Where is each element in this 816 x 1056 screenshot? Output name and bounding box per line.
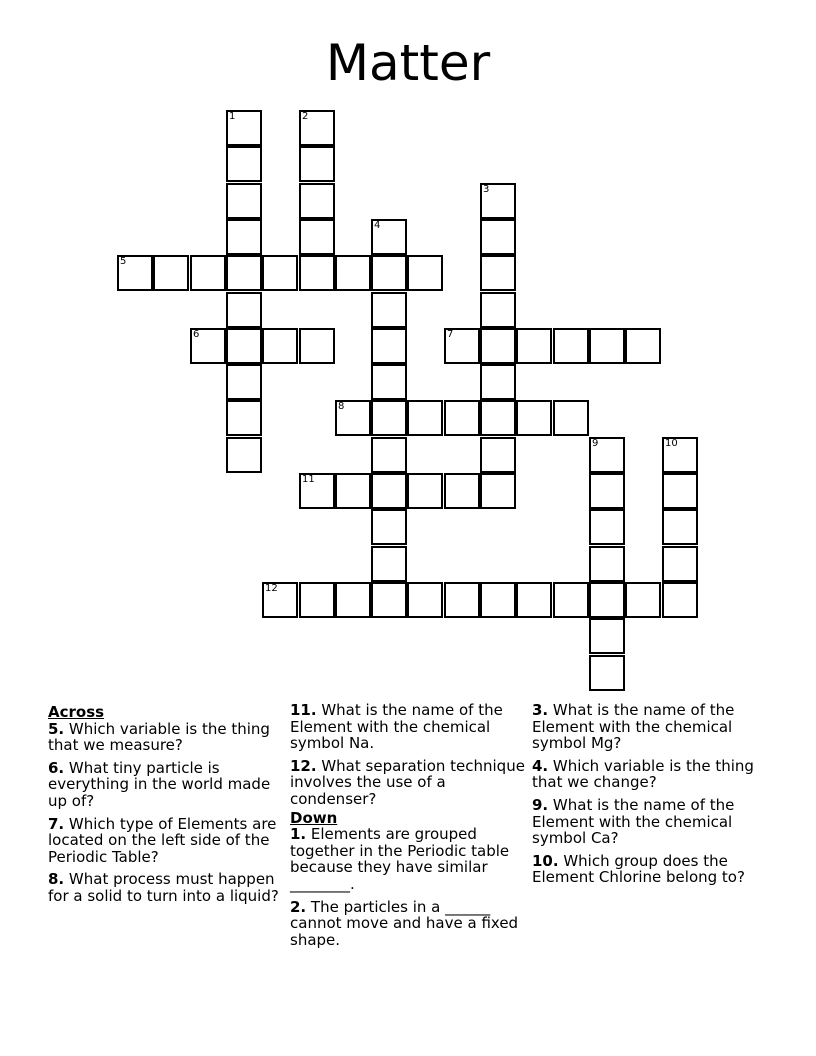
cell-number: 7 bbox=[447, 329, 454, 340]
grid-cell[interactable] bbox=[480, 582, 516, 618]
grid-cell[interactable] bbox=[226, 328, 262, 364]
grid-cell[interactable] bbox=[589, 473, 625, 509]
clue-column-3 bbox=[532, 702, 770, 892]
grid-cell[interactable] bbox=[553, 328, 589, 364]
grid-cell[interactable] bbox=[662, 437, 698, 473]
grid-cell[interactable] bbox=[371, 473, 407, 509]
grid-cell[interactable] bbox=[444, 328, 480, 364]
grid-cell[interactable] bbox=[480, 364, 516, 400]
grid-cell[interactable] bbox=[589, 582, 625, 618]
grid-cell[interactable] bbox=[299, 219, 335, 255]
clue-down-3: 3. What is the name of the Element with the chemical symbol Mg? bbox=[532, 701, 735, 753]
grid-cell[interactable] bbox=[226, 110, 262, 146]
grid-cell[interactable] bbox=[226, 437, 262, 473]
grid-cell[interactable] bbox=[444, 400, 480, 436]
clue-across-11: 11. What is the name of the Element with the chemical symbol Na. bbox=[290, 701, 503, 753]
grid-cell[interactable] bbox=[262, 255, 298, 291]
grid-cell[interactable] bbox=[226, 292, 262, 328]
cell-number: 11 bbox=[302, 474, 315, 485]
grid-cell[interactable] bbox=[299, 328, 335, 364]
grid-cell[interactable] bbox=[371, 437, 407, 473]
grid-cell[interactable] bbox=[335, 400, 371, 436]
grid-cell[interactable] bbox=[407, 582, 443, 618]
cell-number: 8 bbox=[338, 401, 345, 412]
cell-number: 9 bbox=[592, 438, 599, 449]
grid-cell[interactable] bbox=[299, 582, 335, 618]
grid-cell[interactable] bbox=[335, 255, 371, 291]
grid-cell[interactable] bbox=[335, 582, 371, 618]
grid-cell[interactable] bbox=[480, 437, 516, 473]
grid-cell[interactable] bbox=[299, 473, 335, 509]
puzzle-title: Matter bbox=[325, 34, 491, 92]
grid-cell[interactable] bbox=[589, 509, 625, 545]
grid-cell[interactable] bbox=[662, 509, 698, 545]
grid-cell[interactable] bbox=[335, 473, 371, 509]
grid-cell[interactable] bbox=[407, 473, 443, 509]
clue-column-2 bbox=[290, 702, 528, 954]
grid-cell[interactable] bbox=[371, 364, 407, 400]
cell-number: 5 bbox=[120, 256, 127, 267]
grid-cell[interactable] bbox=[299, 183, 335, 219]
grid-cell[interactable] bbox=[299, 255, 335, 291]
grid-cell[interactable] bbox=[662, 582, 698, 618]
grid-cell[interactable] bbox=[589, 546, 625, 582]
cell-number: 2 bbox=[302, 111, 309, 122]
grid-cell[interactable] bbox=[153, 255, 189, 291]
grid-cell[interactable] bbox=[262, 328, 298, 364]
grid-cell[interactable] bbox=[662, 473, 698, 509]
grid-cell[interactable] bbox=[625, 328, 661, 364]
clue-across-5: 5. Which variable is the thing that we measure? bbox=[48, 719, 270, 755]
grid-cell[interactable] bbox=[662, 546, 698, 582]
grid-cell[interactable] bbox=[371, 255, 407, 291]
grid-cell[interactable] bbox=[371, 400, 407, 436]
grid-cell[interactable] bbox=[190, 328, 226, 364]
grid-cell[interactable] bbox=[625, 582, 661, 618]
grid-cell[interactable] bbox=[480, 328, 516, 364]
grid-cell[interactable] bbox=[226, 400, 262, 436]
grid-cell[interactable] bbox=[226, 219, 262, 255]
clue-across-8: 8. What process must happen for a solid to turn into a liquid? bbox=[48, 870, 279, 905]
clue-down-10: 10. Which group does the Element Chlorine belong to? bbox=[532, 851, 745, 887]
grid-cell[interactable] bbox=[190, 255, 226, 291]
grid-cell[interactable] bbox=[299, 146, 335, 182]
grid-cell[interactable] bbox=[589, 618, 625, 654]
grid-cell[interactable] bbox=[117, 255, 153, 291]
grid-cell[interactable] bbox=[480, 183, 516, 219]
grid-cell[interactable] bbox=[480, 219, 516, 255]
grid-cell[interactable] bbox=[226, 183, 262, 219]
grid-cell[interactable] bbox=[480, 400, 516, 436]
grid-cell[interactable] bbox=[516, 328, 552, 364]
clue-across-12: 12. What separation technique involves the use of a condenser? bbox=[290, 756, 525, 808]
grid-cell[interactable] bbox=[480, 255, 516, 291]
grid-cell[interactable] bbox=[226, 364, 262, 400]
grid-cell[interactable] bbox=[226, 255, 262, 291]
clue-across-7: 7. Which type of Elements are located on the left side of the Periodic Table? bbox=[48, 814, 277, 866]
grid-cell[interactable] bbox=[371, 292, 407, 328]
across-heading: Across bbox=[48, 703, 105, 721]
grid-cell[interactable] bbox=[371, 509, 407, 545]
grid-cell[interactable] bbox=[444, 473, 480, 509]
grid-cell[interactable] bbox=[589, 437, 625, 473]
grid-cell[interactable] bbox=[371, 219, 407, 255]
grid-cell[interactable] bbox=[589, 655, 625, 691]
cell-number: 3 bbox=[483, 184, 490, 195]
cell-number: 1 bbox=[229, 111, 236, 122]
grid-cell[interactable] bbox=[516, 400, 552, 436]
grid-cell[interactable] bbox=[589, 328, 625, 364]
clue-down-9: 9. What is the name of the Element with the chemical symbol Ca? bbox=[532, 795, 735, 848]
grid-cell[interactable] bbox=[553, 400, 589, 436]
grid-cell[interactable] bbox=[444, 582, 480, 618]
grid-cell[interactable] bbox=[262, 582, 298, 618]
down-heading: Down bbox=[290, 808, 338, 827]
clue-down-4: 4. Which variable is the thing that we change? bbox=[532, 756, 754, 792]
grid-cell[interactable] bbox=[371, 582, 407, 618]
grid-cell[interactable] bbox=[371, 546, 407, 582]
grid-cell[interactable] bbox=[407, 255, 443, 291]
cell-number: 6 bbox=[193, 329, 200, 340]
clue-column-1 bbox=[48, 702, 286, 911]
grid-cell[interactable] bbox=[371, 328, 407, 364]
cell-number: 4 bbox=[374, 220, 381, 231]
cell-number: 10 bbox=[665, 438, 678, 449]
grid-cell[interactable] bbox=[480, 473, 516, 509]
clue-down-2: 2. The particles in a ______ cannot move and have a fixed shape. bbox=[290, 897, 519, 949]
grid-cell[interactable] bbox=[299, 110, 335, 146]
clue-across-6: 6. What tiny particle is everything in the world made up of? bbox=[48, 758, 271, 810]
grid-cell[interactable] bbox=[407, 400, 443, 436]
grid-cell[interactable] bbox=[226, 146, 262, 182]
grid-cell[interactable] bbox=[480, 292, 516, 328]
clue-down-1: 1. Elements are grouped together in the Periodic table because they have similar ________. bbox=[290, 825, 510, 893]
cell-number: 12 bbox=[265, 583, 278, 594]
grid-cell[interactable] bbox=[553, 582, 589, 618]
grid-cell[interactable] bbox=[516, 582, 552, 618]
